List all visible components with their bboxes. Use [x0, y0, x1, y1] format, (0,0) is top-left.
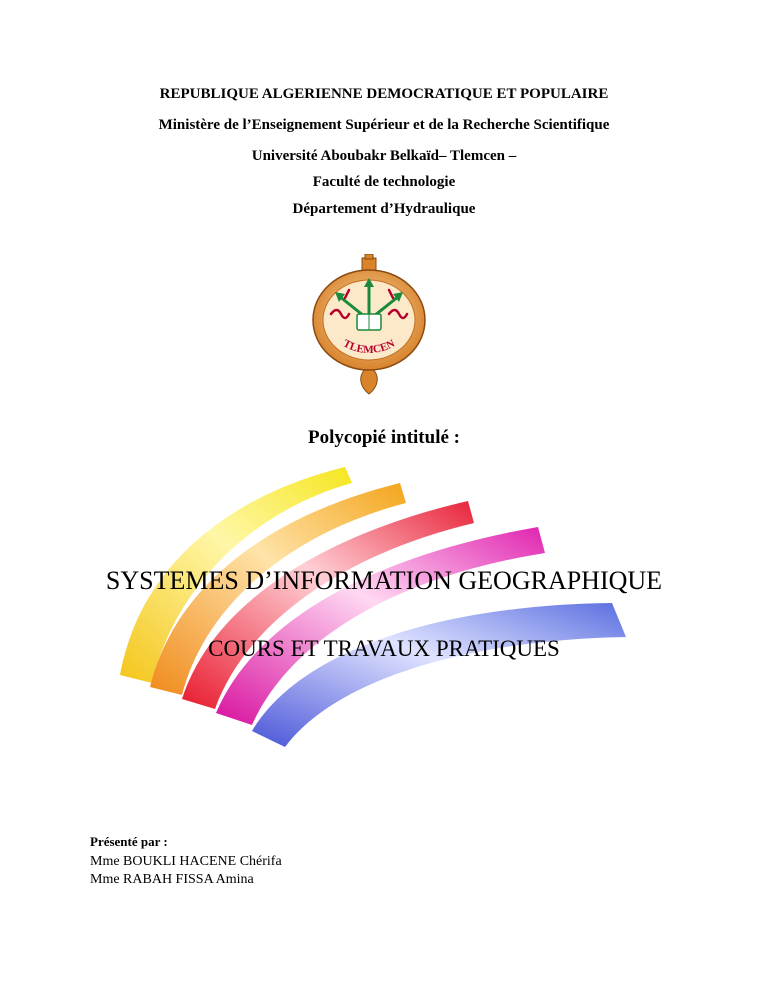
header-republic: REPUBLIQUE ALGERIENNE DEMOCRATIQUE ET POPULAIRE — [159, 86, 609, 102]
rainbow-arcs-graphic — [0, 455, 768, 755]
university-seal-icon — [309, 254, 429, 396]
header-university: Université Aboubakr Belkaïd– Tlemcen – — [251, 148, 517, 164]
author-2: Mme RABAH FISSA Amina — [90, 872, 254, 887]
presented-by-label: Présenté par : — [90, 834, 168, 849]
header-ministry: Ministère de l’Enseignement Supérieur et de la Recherche Scientifique — [158, 117, 610, 133]
main-title: SYSTEMES D’INFORMATION GEOGRAPHIQUE — [105, 566, 663, 595]
seal-text: TLEMCEN — [341, 337, 397, 357]
header-department: Département d’Hydraulique — [292, 201, 476, 217]
header-faculty: Faculté de technologie — [312, 174, 456, 190]
author-1: Mme BOUKLI HACENE Chérifa — [90, 854, 282, 869]
subtitle: Polycopié intitulé : — [308, 427, 460, 448]
main-subtitle: COURS ET TRAVAUX PRATIQUES — [208, 636, 560, 661]
